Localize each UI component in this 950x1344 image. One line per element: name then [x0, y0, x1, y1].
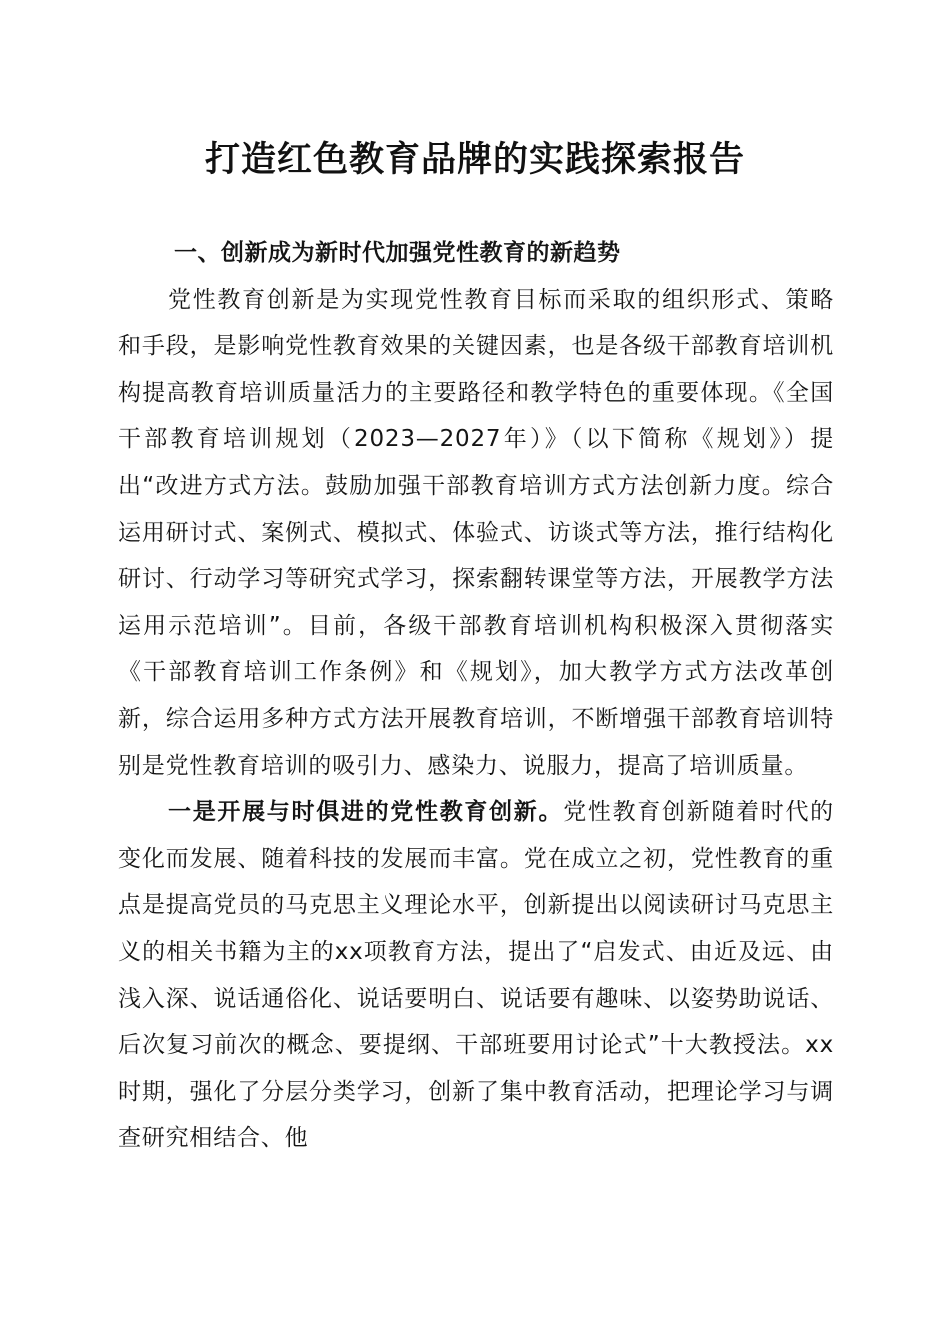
- paragraph-1: 党性教育创新是为实现党性教育目标而采取的组织形式、策略和手段，是影响党性教育效果的关键因素，也是各级干部教育培训机构提高教育培训质量活力的主要路径和教学特色的重要体现。《全国干部教育培训规划（2023—2027年）》（以下简称《规划》）提出“改进方式方法。鼓励加强干部教育培训方式方法创新力度。综合运用研讨式、案例式、模拟式、体验式、访谈式等方法，推行结构化研讨、行动学习等研究式学习，探索翻转课堂等方法，开展教学方法运用示范培训”。目前，各级干部教育培训机构积极深入贯彻落实《干部教育培训工作条例》和《规划》，加大教学方式方法改革创新，综合运用多种方式方法开展教育培训，不断增强干部教育培训特别是党性教育培训的吸引力、感染力、说服力，提高了培训质量。: [118, 286, 834, 779]
- paragraph-2: [118, 789, 834, 1162]
- paragraph-2-body: 党性教育创新随着时代的变化而发展、随着科技的发展而丰富。党在成立之初，党性教育的重点是提高党员的马克思主义理论水平，创新提出以阅读研讨马克思主义的相关书籍为主的xx项教育方法，提出了“启发式、由近及远、由浅入深、说话通俗化、说话要明白、说话要有趣味、以姿势助说话、后次复习前次的概念、要提纲、干部班要用讨论式”十大教授法。xx时期，强化了分层分类学习，创新了集中教育活动，把理论学习与调查研究相结合、他: [118, 799, 834, 1152]
- paragraph-2-lead: 一是开展与时俱进的党性教育创新。: [168, 799, 564, 826]
- document-title: 打造红色教育品牌的实践探索报告: [204, 139, 745, 180]
- document-body: [118, 230, 834, 1162]
- section-heading: 一、创新成为新时代加强党性教育的新趋势: [174, 240, 621, 266]
